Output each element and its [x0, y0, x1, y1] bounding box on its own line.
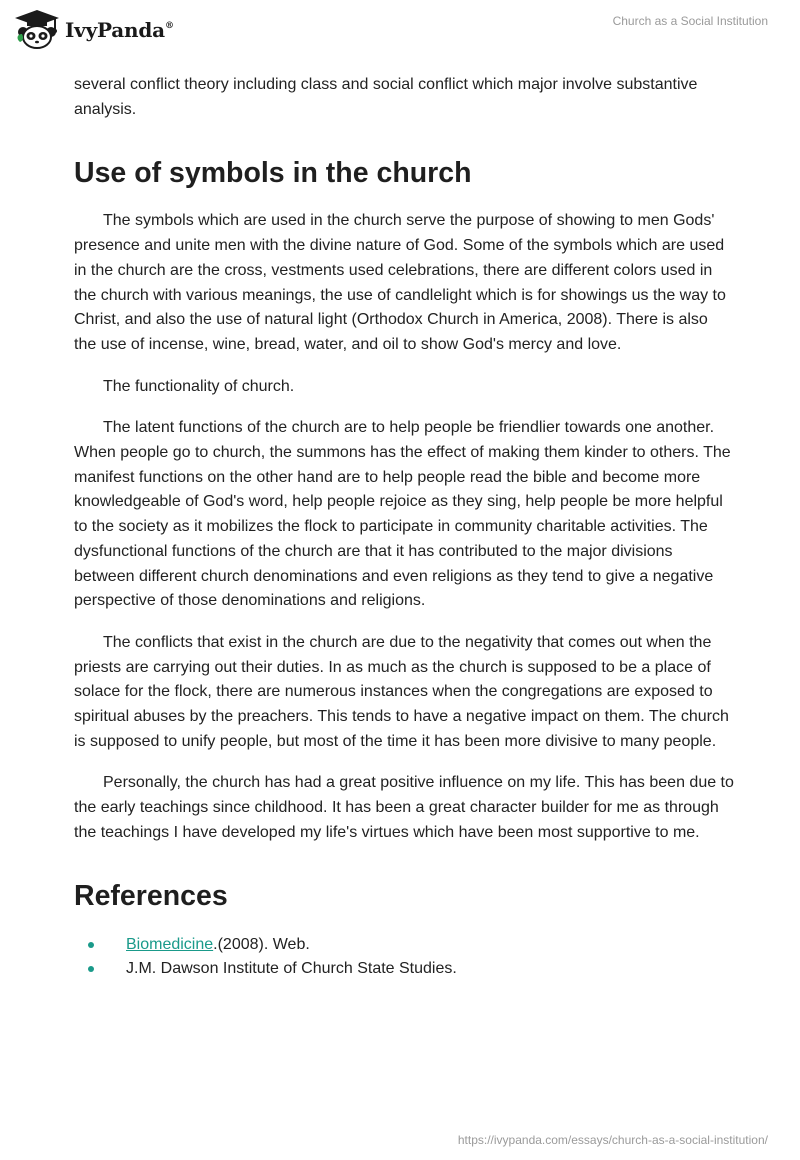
paragraph-personal: Personally, the church has had a great positive influence on my life. This has been due to the early teachings since childhood. It has been a great character builder for me as through the teachings I have developed my life's virtues which have been most supportive to me.: [74, 774, 734, 841]
paragraph-functions: The latent functions of the church are to help people be friendlier towards one another. When people go to church, the summons has the effect of making them kinder to others. The manifest functions on the other hand are to help people read the bible and become more knowledgeable of God's word, help people rejoice as they sing, help people be more helpful to the society as it mobilizes the flock to participate in community charitable activities. The dysfunctional functions of the church are that it has contributed to the major divisions between different church denominations and even religions as they tend to give a negative perspective of those denominations and religions.: [74, 419, 731, 610]
paragraph-symbols: The symbols which are used in the church serve the purpose of showing to men Gods' presence and unite men with the divine nature of God. Some of the symbols which are used in the church are the cross, vestments used celebrations, there are different colors used in the church with various meanings, the use of candlelight which is for showings us the way to Christ, and also the use of natural light (Orthodox Church in America, 2008). There is also the use of incense, wine, bread, water, and oil to show God's mercy and love.: [74, 212, 726, 353]
paragraph-conflicts: The conflicts that exist in the church are due to the negativity that comes out when the priests are carrying out their duties. In as much as the church is supposed to be a place of solace for the flock, there are numerous instances when the congregations are exposed to spiritual abuses by the preachers. This tends to have a negative impact on them. The church is supposed to unify people, but most of the time it has been more divisive to many people.: [74, 633, 729, 750]
paragraph-functionality: The functionality of church.: [103, 377, 295, 395]
bullet-icon: [88, 942, 94, 948]
essay-content: [74, 73, 734, 982]
panda-graduation-cap-icon: [14, 9, 60, 49]
section-heading-symbols: Use of symbols in the church: [74, 157, 472, 190]
page-header: [0, 0, 800, 70]
intro-paragraph-tail: several conflict theory including class and social conflict which major involve substantive analysis.: [74, 76, 698, 118]
reference-item: [74, 957, 734, 982]
ivypanda-logo[interactable]: [14, 9, 174, 49]
page-url: https://ivypanda.com/essays/church-as-a-social-institution/: [457, 1133, 768, 1147]
bullet-icon: [88, 966, 94, 972]
reference-link-biomedicine[interactable]: Biomedicine: [126, 935, 214, 953]
reference-text: J.M. Dawson Institute of Church State Studies.: [126, 960, 457, 978]
references-list: [74, 933, 734, 982]
section-heading-references: References: [74, 879, 228, 912]
reference-text: .(2008). Web.: [213, 935, 310, 953]
reference-item: [74, 933, 734, 958]
document-title: Church as a Social Institution: [612, 14, 768, 28]
logo-wordmark: IvyPanda®: [65, 18, 174, 42]
